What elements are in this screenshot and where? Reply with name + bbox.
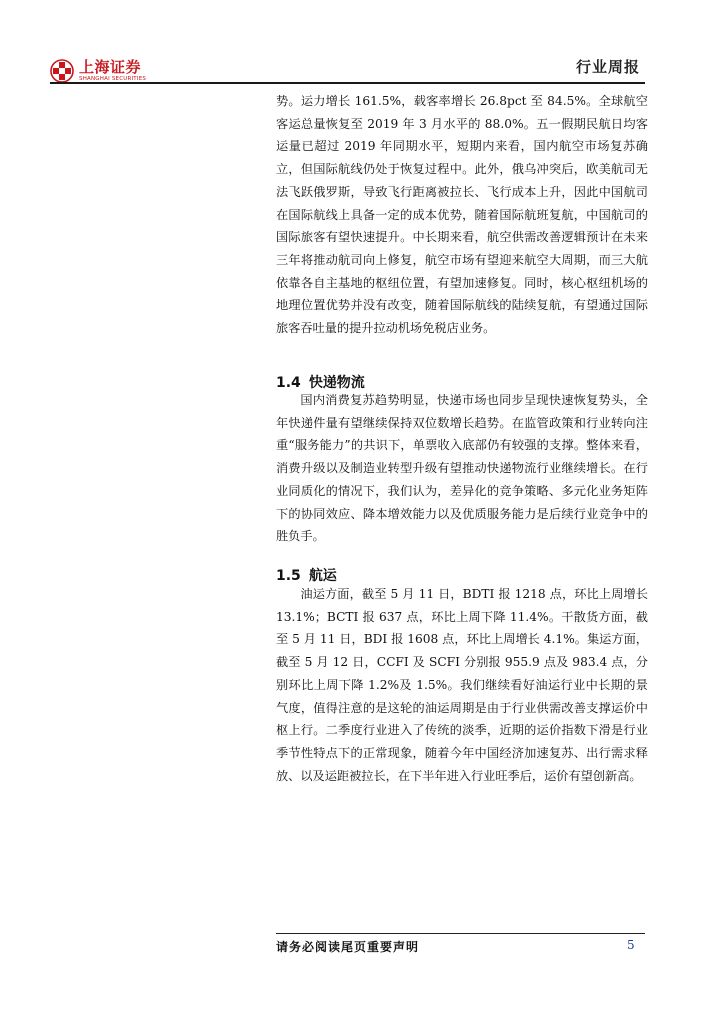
- logo-emblem-icon: [50, 59, 74, 83]
- section-number: 1.4: [276, 375, 301, 391]
- logo-name-cn: 上海证券: [79, 57, 142, 76]
- page-number: 5: [627, 938, 635, 952]
- section-number: 1.5: [276, 568, 301, 584]
- footer-divider: [276, 933, 645, 934]
- aviation-paragraph: 势。运力增长 161.5%，载客率增长 26.8pct 至 84.5%。全球航空客运总量恢复至 2019 年 3 月水平的 88.0%。五一假期民航日均客运量已超过 2019 年同期水平，短期内来看，国内航空市场复苏确立，但国际航线仍处于恢复过程中。此外，俄乌冲突后，欧美航司无法飞跃俄罗斯，导致飞行距离被拉长、飞行成本上升，因此中国航司在国际航线上具备一定的成本优势，随着国际航班复航，中国航司的国际旅客有望快速提升。中长期来看，航空供需改善逻辑预计在未来三年将推动航司向上修复，航空市场有望迎来航空大周期，而三大航依靠各自主基地的枢纽位置，有望加速修复。同时，核心枢纽机场的地理位置优势并没有改变，随着国际航线的陆续复航，有望通过国际旅客吞吐量的提升拉动机场免税店业务。: [276, 94, 648, 336]
- express-logistics-paragraph: 国内消费复苏趋势明显，快递市场也同步呈现快速恢复势头，全年快递件量有望继续保持双位数增长趋势。在监管政策和行业转向注重“服务能力”的共识下，单票收入底部仍有较强的支撑。整体来看，消费升级以及制造业转型升级有望推动快递物流行业继续增长。在行业同质化的情况下，我们认为，差异化的竞争策略、多元化业务矩阵下的协同效应、降本增效能力以及优质服务能力是后续行业竞争中的胜负手。: [276, 393, 648, 544]
- section-title: 快递物流: [308, 375, 365, 391]
- section-heading-shipping: [276, 565, 337, 585]
- express-paragraph-container: [276, 389, 648, 548]
- footer-disclaimer: 请务必阅读尾页重要声明: [276, 940, 420, 954]
- header-divider: [50, 82, 645, 84]
- shipping-paragraph-container: [276, 583, 648, 787]
- section-title: 航运: [308, 568, 337, 584]
- report-type-title: 行业周报: [575, 58, 640, 76]
- aviation-paragraph-container: [276, 90, 648, 340]
- logo-name-en: SHANGHAI SECURITIES: [79, 75, 147, 82]
- shipping-paragraph: 油运方面，截至 5 月 11 日，BDTI 报 1218 点，环比上周增长 13.1%；BCTI 报 637 点，环比上周下降 11.4%。干散货方面，截至 5 月 11 日，BDI 报 1608 点，环比上周增长 4.1%。集运方面，截至 5 月 12 日，CCFI 及 SCFI 分别报 955.9 点及 983.4 点，分别环比上周下降 1.2%及 1.5%。我们继续看好油运行业中长期的景气度，值得注意的是这轮的油运周期是由于行业供需改善支撑运价中枢上行。二季度行业进入了传统的淡季，近期的运价指数下滑是行业季节性特点下的正常现象，随着今年中国经济加速复苏、出行需求释放、以及运距被拉长，在下半年进入行业旺季后，运价有望创新高。: [276, 587, 648, 783]
